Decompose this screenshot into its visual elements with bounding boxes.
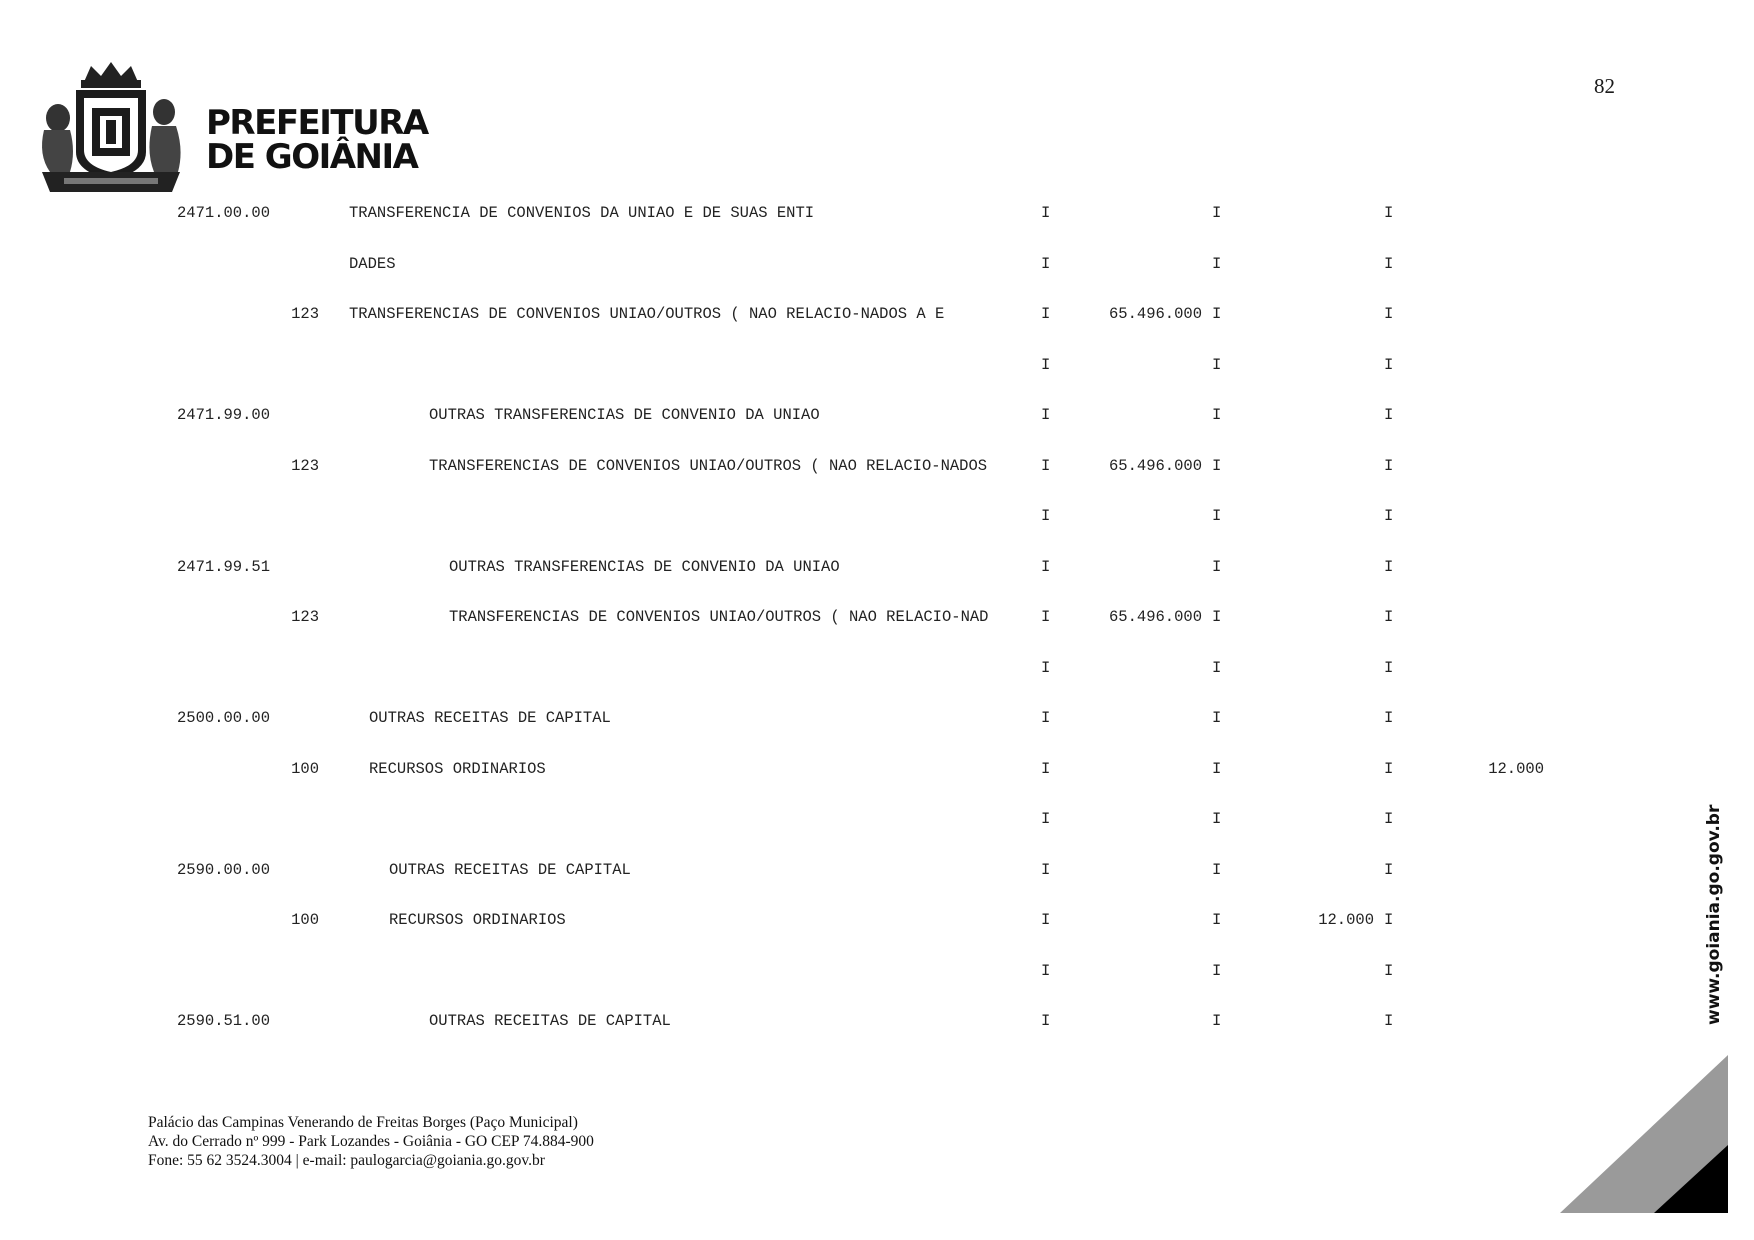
description: OUTRAS TRANSFERENCIAS DE CONVENIO DA UNIAO [449, 557, 840, 576]
column-separator: I [1384, 860, 1394, 879]
column-separator: I [1212, 1012, 1222, 1030]
column-separator: I [1384, 810, 1394, 828]
column-separator: I [1212, 608, 1222, 626]
value-column-3: 12.000 [1488, 759, 1544, 778]
table-row [0, 397, 1754, 448]
column-separator: I [1041, 254, 1051, 273]
column-separator: I [1212, 709, 1222, 727]
column-separator: I [1041, 355, 1051, 374]
column-separator: I [1041, 406, 1051, 424]
table-row [0, 801, 1754, 852]
table-row [0, 448, 1754, 499]
account-code: 2471.99.00 [176, 406, 270, 424]
organization-name [206, 103, 428, 177]
source-code: 123 [291, 305, 319, 323]
account-code: 2471.00.00 [176, 204, 270, 222]
table-row [0, 347, 1754, 398]
page-number: 82 [1594, 74, 1615, 98]
description: OUTRAS RECEITAS DE CAPITAL [429, 1012, 671, 1030]
column-separator: I [1384, 911, 1394, 929]
column-separator: I [1041, 305, 1051, 323]
footer-line-2: Av. do Cerrado nº 999 - Park Lozandes - Goiânia - GO CEP 74.884-900 [148, 1133, 594, 1150]
column-separator: I [1384, 305, 1394, 323]
description: RECURSOS ORDINARIOS [369, 759, 546, 778]
column-separator: I [1041, 810, 1051, 828]
column-separator: I [1041, 911, 1051, 929]
footer-line-3: Fone: 55 62 3524.3004 | e-mail: paulogarcia@goiania.go.gov.br [148, 1152, 545, 1169]
corner-triangle-decoration [1560, 1055, 1730, 1220]
table-row [0, 650, 1754, 701]
column-separator: I [1212, 507, 1222, 525]
description: OUTRAS RECEITAS DE CAPITAL [369, 709, 611, 727]
account-code: 2590.00.00 [176, 860, 270, 879]
table-row [0, 751, 1754, 802]
source-code: 100 [291, 911, 319, 929]
column-separator: I [1041, 961, 1051, 980]
column-separator: I [1041, 658, 1051, 677]
column-separator: I [1384, 608, 1394, 626]
column-separator: I [1041, 759, 1051, 778]
account-code: 2471.99.51 [176, 557, 270, 576]
column-separator: I [1041, 557, 1051, 576]
value-column-1: 65.496.000 [1108, 608, 1202, 626]
table-row [0, 195, 1754, 246]
column-separator: I [1384, 406, 1394, 424]
description: OUTRAS TRANSFERENCIAS DE CONVENIO DA UNIAO [429, 406, 820, 424]
column-separator: I [1384, 204, 1394, 222]
column-separator: I [1384, 658, 1394, 677]
column-separator: I [1041, 507, 1051, 525]
column-separator: I [1212, 406, 1222, 424]
description: TRANSFERENCIAS DE CONVENIOS UNIAO/OUTROS ( NAO RELACIO-NAD [449, 608, 989, 626]
column-separator: I [1041, 860, 1051, 879]
column-separator: I [1212, 355, 1222, 374]
column-separator: I [1212, 961, 1222, 980]
column-separator: I [1384, 759, 1394, 778]
account-code: 2590.51.00 [176, 1012, 270, 1030]
column-separator: I [1041, 1012, 1051, 1030]
value-column-1: 65.496.000 [1108, 456, 1202, 475]
column-separator: I [1041, 456, 1051, 475]
value-column-2: 12.000 [1318, 911, 1374, 929]
column-separator: I [1384, 456, 1394, 475]
organization-name-line1: PREFEITURA [206, 103, 428, 143]
column-separator: I [1212, 759, 1222, 778]
table-row [0, 852, 1754, 903]
column-separator: I [1041, 608, 1051, 626]
table-row [0, 599, 1754, 650]
table-row [0, 549, 1754, 600]
column-separator: I [1212, 204, 1222, 222]
account-code: 2500.00.00 [176, 709, 270, 727]
column-separator: I [1212, 860, 1222, 879]
table-row [0, 498, 1754, 549]
column-separator: I [1384, 557, 1394, 576]
column-separator: I [1384, 1012, 1394, 1030]
column-separator: I [1212, 456, 1222, 475]
coat-of-arms-logo [36, 60, 186, 195]
footer-line-1: Palácio das Campinas Venerando de Freitas Borges (Paço Municipal) [148, 1114, 578, 1131]
column-separator: I [1212, 254, 1222, 273]
column-separator: I [1041, 204, 1051, 222]
column-separator: I [1212, 658, 1222, 677]
table-row [0, 700, 1754, 751]
table-row [0, 902, 1754, 953]
column-separator: I [1384, 254, 1394, 273]
column-separator: I [1212, 557, 1222, 576]
column-separator: I [1384, 961, 1394, 980]
column-separator: I [1384, 709, 1394, 727]
table-row [0, 1003, 1754, 1054]
column-separator: I [1212, 911, 1222, 929]
description: RECURSOS ORDINARIOS [389, 911, 566, 929]
column-separator: I [1384, 507, 1394, 525]
description: TRANSFERENCIAS DE CONVENIOS UNIAO/OUTROS ( NAO RELACIO-NADOS [429, 456, 988, 475]
description: DADES [349, 254, 396, 273]
description: TRANSFERENCIA DE CONVENIOS DA UNIAO E DE SUAS ENTI [349, 204, 815, 222]
organization-name-line2: DE GOIÂNIA [206, 137, 418, 177]
footer-address [148, 1113, 594, 1170]
description: TRANSFERENCIAS DE CONVENIOS UNIAO/OUTROS ( NAO RELACIO-NADOS A E [349, 305, 945, 323]
table-row [0, 246, 1754, 297]
value-column-1: 65.496.000 [1108, 305, 1202, 323]
website-url: www.goiania.go.gov.br [1704, 804, 1724, 1025]
column-separator: I [1041, 709, 1051, 727]
source-code: 123 [291, 608, 319, 626]
revenue-table [0, 195, 1754, 1054]
table-row [0, 296, 1754, 347]
column-separator: I [1384, 355, 1394, 374]
source-code: 123 [291, 456, 319, 475]
description: OUTRAS RECEITAS DE CAPITAL [389, 860, 631, 879]
column-separator: I [1212, 305, 1222, 323]
column-separator: I [1212, 810, 1222, 828]
source-code: 100 [291, 759, 319, 778]
table-row [0, 953, 1754, 1004]
